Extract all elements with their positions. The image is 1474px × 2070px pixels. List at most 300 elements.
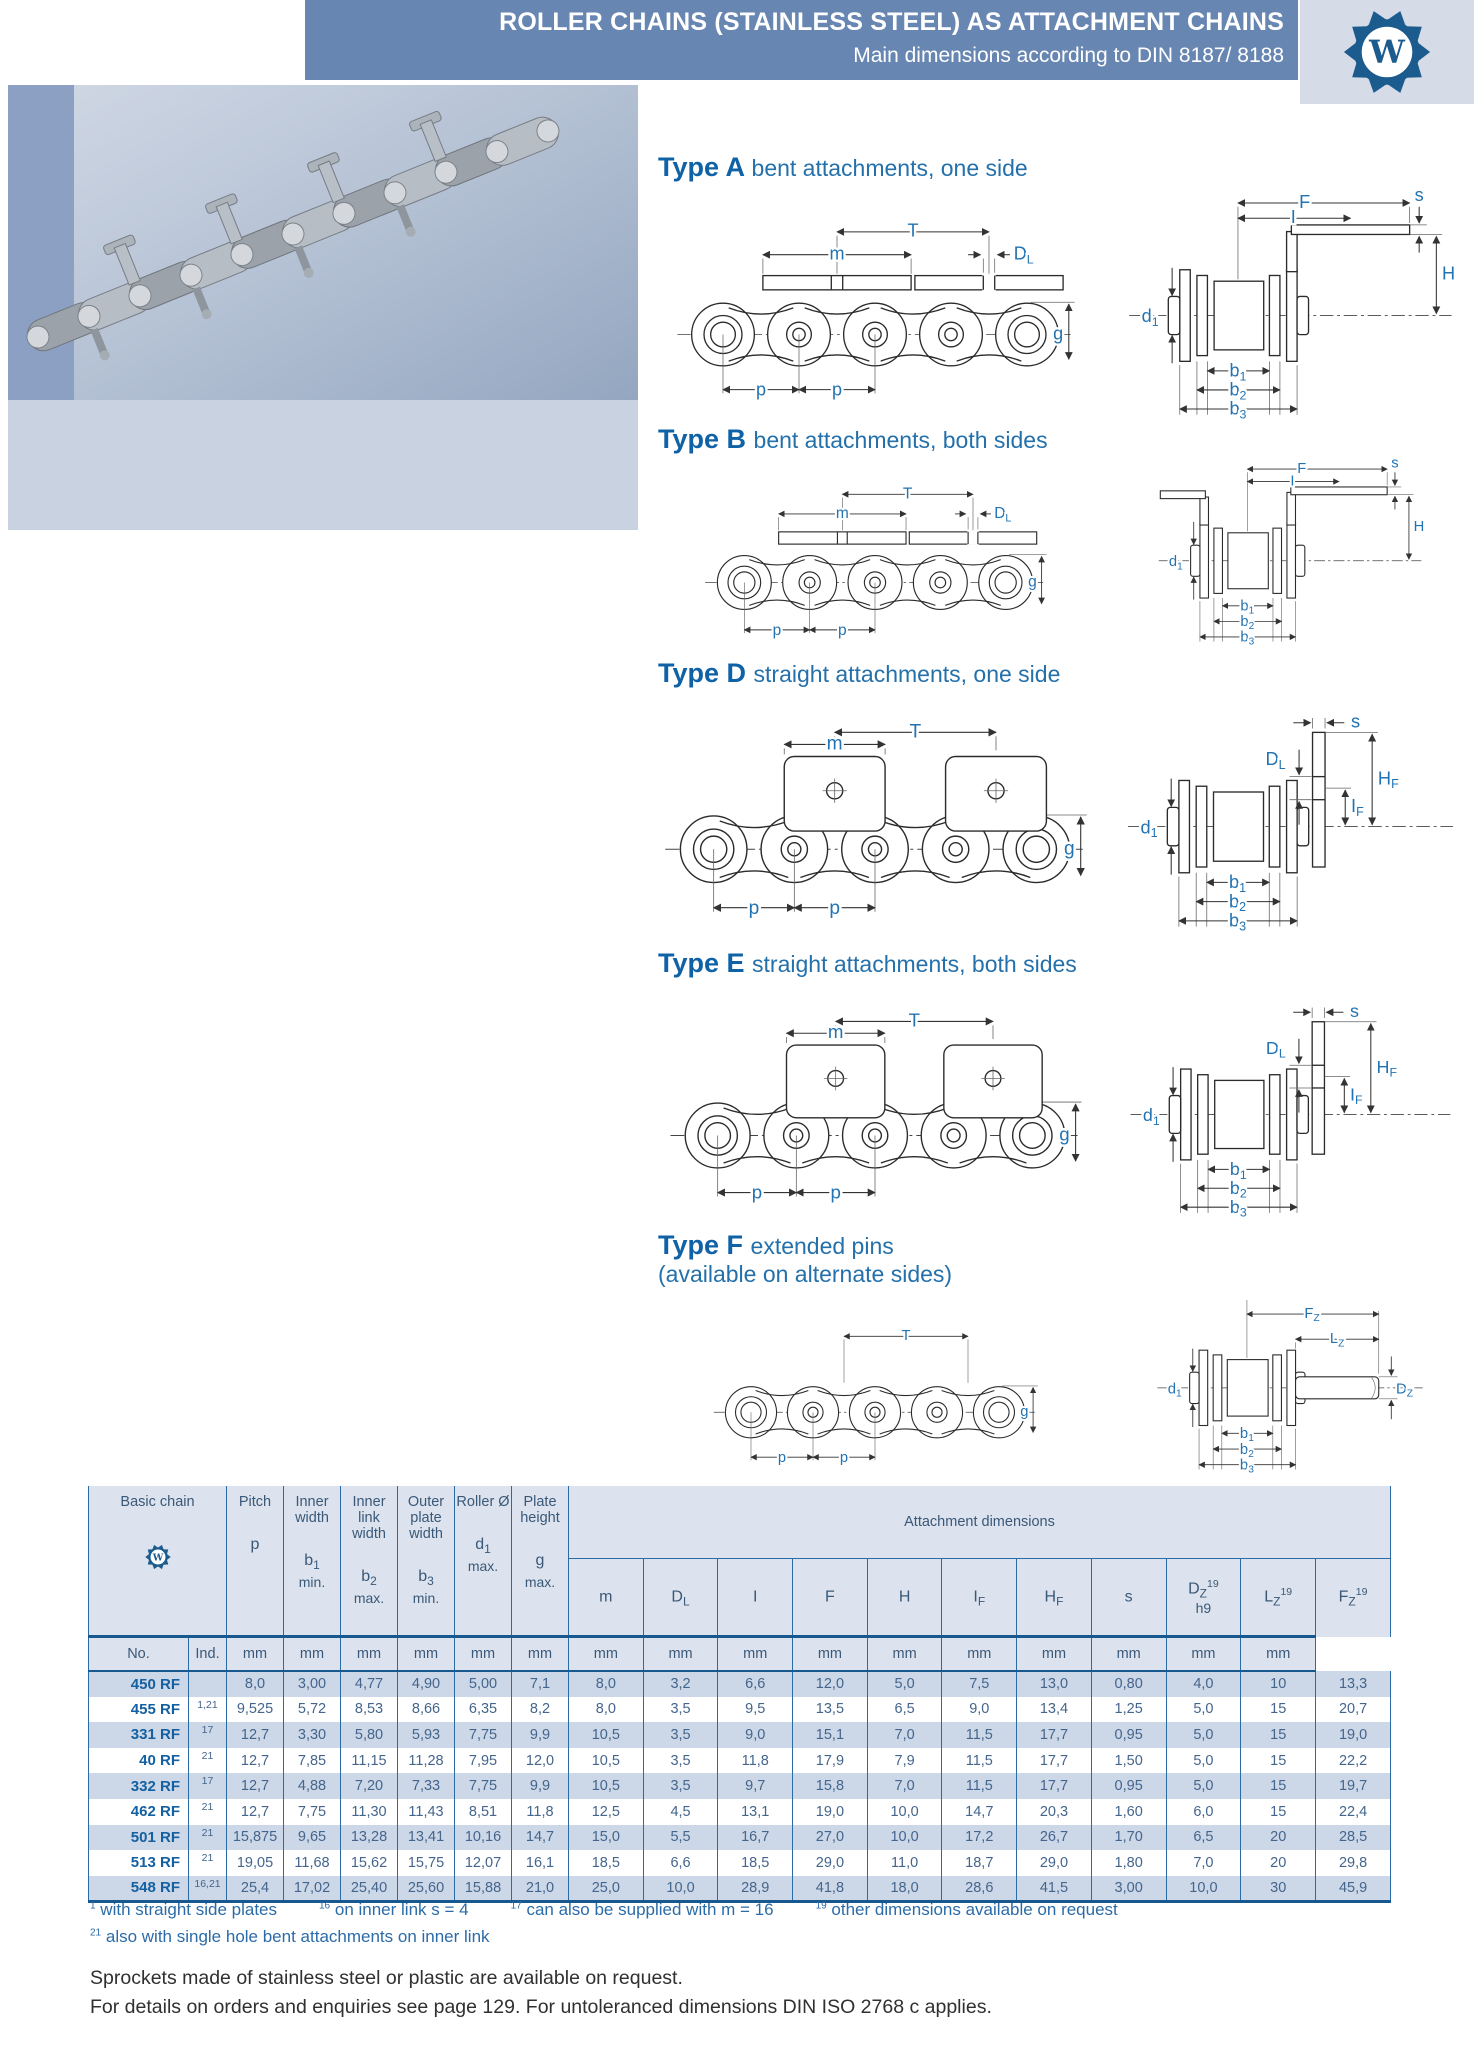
- svg-text:p: p: [751, 1181, 763, 1203]
- dim-label-T: T: [907, 220, 919, 241]
- value-cell: 29,8: [1316, 1850, 1391, 1876]
- value-cell: 5,0: [1166, 1697, 1241, 1723]
- col-LZ: $L_Z^{19}$: [1241, 1559, 1316, 1637]
- svg-text:d1: $d_1$: [1140, 816, 1158, 841]
- value-cell: 9,7: [718, 1773, 793, 1799]
- unit-mm: mm: [227, 1637, 284, 1672]
- brand-logo-box: [1300, 0, 1474, 104]
- svg-text:p: p: [772, 621, 782, 639]
- value-cell: 17,7: [1017, 1748, 1092, 1774]
- unit-mm: mm: [1017, 1637, 1092, 1672]
- dim-label-H: H: [1442, 263, 1456, 284]
- value-cell: 18,5: [718, 1850, 793, 1876]
- value-cell: 12,0: [512, 1748, 569, 1774]
- svg-text:T: T: [901, 1328, 911, 1345]
- unit-mm: mm: [455, 1637, 512, 1672]
- type-e-plan-diagram: [650, 988, 1100, 1224]
- value-cell: 7,95: [455, 1748, 512, 1774]
- sprocket-icon: [145, 1544, 171, 1570]
- value-cell: 17,9: [793, 1748, 868, 1774]
- unit-mm: mm: [1241, 1637, 1316, 1672]
- value-cell: 6,6: [643, 1850, 718, 1876]
- value-cell: 11,8: [512, 1799, 569, 1825]
- svg-text:DL: $D_L$: [1265, 1037, 1286, 1061]
- dim-label-I: I: [1290, 207, 1296, 228]
- value-cell: 26,7: [1017, 1825, 1092, 1851]
- table-row: [89, 1773, 1391, 1799]
- unit-mm: mm: [1091, 1637, 1166, 1672]
- col-HF: $H_F$: [1017, 1559, 1092, 1637]
- svg-text:b1: $b_1$: [1228, 871, 1247, 895]
- chain-number: 332 RF: [89, 1773, 189, 1799]
- svg-text:b2: $b_2$: [1239, 1441, 1254, 1460]
- value-cell: 15,75: [398, 1850, 455, 1876]
- value-cell: 7,5: [942, 1671, 1017, 1697]
- svg-text:g: g: [1020, 1404, 1029, 1421]
- svg-text:p: p: [839, 1449, 849, 1466]
- value-cell: 11,0: [867, 1850, 942, 1876]
- value-cell: 28,6: [942, 1876, 1017, 1902]
- value-cell: 11,8: [718, 1748, 793, 1774]
- value-cell: 15,88: [455, 1876, 512, 1902]
- table-row: [89, 1799, 1391, 1825]
- value-cell: 15: [1241, 1697, 1316, 1723]
- dim-label-p: p: [831, 379, 843, 400]
- value-cell: 10,16: [455, 1825, 512, 1851]
- footnote: $^{17}$ can also be supplied with m = 16: [510, 1900, 774, 1919]
- value-cell: 16,1: [512, 1850, 569, 1876]
- svg-text:b3: $b_3$: [1228, 909, 1247, 934]
- value-cell: 15: [1241, 1748, 1316, 1774]
- type-f-heading: Type F extended pins: [658, 1230, 894, 1260]
- value-cell: 6,6: [718, 1671, 793, 1697]
- value-cell: 13,3: [1316, 1671, 1391, 1697]
- value-cell: 8,51: [455, 1799, 512, 1825]
- value-cell: 7,20: [341, 1773, 398, 1799]
- unit-mm: mm: [341, 1637, 398, 1672]
- chain-number: 501 RF: [89, 1825, 189, 1851]
- svg-text:s: s: [1351, 710, 1361, 732]
- svg-text:DL: $D_L$: [994, 504, 1012, 525]
- value-cell: 7,33: [398, 1773, 455, 1799]
- svg-text:IF: $I_F$: [1350, 1084, 1363, 1108]
- svg-text:d1: $d_1$: [1167, 1381, 1182, 1400]
- value-cell: 13,1: [718, 1799, 793, 1825]
- type-d-section: [648, 658, 1474, 948]
- type-f-side-diagram: [1116, 1278, 1461, 1482]
- col-roller-diameter: Roller Ø $d_1$ max.: [455, 1486, 512, 1637]
- col-F: F: [793, 1559, 868, 1637]
- value-cell: 12,07: [455, 1850, 512, 1876]
- svg-text:d1: $d_1$: [1168, 554, 1183, 573]
- type-d-heading: Type D straight attachments, one side: [658, 658, 1061, 688]
- dim-label-s: s: [1414, 185, 1424, 206]
- value-cell: 0,80: [1091, 1671, 1166, 1697]
- svg-text:FZ: $F_Z$: [1304, 1306, 1320, 1325]
- type-b-heading: Type B bent attachments, both sides: [658, 424, 1048, 454]
- value-cell: 15: [1241, 1799, 1316, 1825]
- footnote: $^1$ with straight side plates: [90, 1900, 277, 1919]
- type-a-heading: Type A bent attachments, one side: [658, 152, 1028, 182]
- value-cell: 20,7: [1316, 1697, 1391, 1723]
- value-cell: 10: [1241, 1671, 1316, 1697]
- value-cell: 19,05: [227, 1850, 284, 1876]
- note-line: Sprockets made of stainless steel or plastic are available on request.: [90, 1967, 683, 1989]
- svg-text:g: g: [1028, 573, 1037, 591]
- value-cell: 45,9: [1316, 1876, 1391, 1902]
- value-cell: 11,28: [398, 1748, 455, 1774]
- svg-text:b1: $b_1$: [1240, 598, 1255, 617]
- value-cell: 11,5: [942, 1722, 1017, 1748]
- attachment-dimensions-group: Attachment dimensions: [569, 1486, 1391, 1559]
- table-row: [89, 1671, 1391, 1697]
- value-cell: 5,80: [341, 1722, 398, 1748]
- value-cell: 15,62: [341, 1850, 398, 1876]
- value-cell: 25,40: [341, 1876, 398, 1902]
- value-cell: 41,8: [793, 1876, 868, 1902]
- value-cell: 8,2: [512, 1697, 569, 1723]
- value-cell: 7,0: [867, 1722, 942, 1748]
- value-cell: 14,7: [512, 1825, 569, 1851]
- svg-text:H: H: [1413, 519, 1425, 536]
- svg-text:DL: $D_L$: [1265, 748, 1286, 772]
- chain-index-note: 16,21: [189, 1876, 227, 1902]
- value-cell: 12,5: [569, 1799, 644, 1825]
- value-cell: 17,02: [284, 1876, 341, 1902]
- value-cell: 10,0: [1166, 1876, 1241, 1902]
- value-cell: 3,5: [643, 1697, 718, 1723]
- value-cell: 7,75: [284, 1799, 341, 1825]
- value-cell: 7,85: [284, 1748, 341, 1774]
- chain-index-note: [189, 1671, 227, 1697]
- chain-number: 331 RF: [89, 1722, 189, 1748]
- value-cell: 5,93: [398, 1722, 455, 1748]
- svg-text:m: m: [826, 733, 843, 755]
- col-H: H: [867, 1559, 942, 1637]
- value-cell: 8,53: [341, 1697, 398, 1723]
- col-outer-plate-width: Outer plate width $b_3$ min.: [398, 1486, 455, 1637]
- value-cell: 9,0: [942, 1697, 1017, 1723]
- value-cell: 1,70: [1091, 1825, 1166, 1851]
- value-cell: 25,60: [398, 1876, 455, 1902]
- value-cell: 7,1: [512, 1671, 569, 1697]
- chain-number: 450 RF: [89, 1671, 189, 1697]
- footnote: $^{16}$ on inner link s = 4: [319, 1900, 469, 1919]
- value-cell: 3,5: [643, 1748, 718, 1774]
- value-cell: 28,9: [718, 1876, 793, 1902]
- svg-text:m: m: [835, 504, 849, 522]
- value-cell: 15: [1241, 1722, 1316, 1748]
- chain-index-note: 1,21: [189, 1697, 227, 1723]
- value-cell: 6,0: [1166, 1799, 1241, 1825]
- value-cell: 13,0: [1017, 1671, 1092, 1697]
- value-cell: 15,8: [793, 1773, 868, 1799]
- dim-label-p: p: [755, 379, 767, 400]
- svg-text:T: T: [902, 485, 913, 503]
- value-cell: 8,0: [227, 1671, 284, 1697]
- svg-text:s: s: [1350, 1001, 1359, 1022]
- value-cell: 4,90: [398, 1671, 455, 1697]
- col-DZ: $D_Z^{19}$ h9: [1166, 1559, 1241, 1637]
- type-e-section: [648, 948, 1474, 1230]
- svg-text:b2: $b_2$: [1228, 890, 1247, 915]
- dim-label-F: F: [1299, 191, 1311, 212]
- svg-text:b2: $b_2$: [1229, 1177, 1247, 1201]
- unit-ind: Ind.: [189, 1637, 227, 1672]
- value-cell: 29,0: [793, 1850, 868, 1876]
- value-cell: 6,5: [867, 1697, 942, 1723]
- value-cell: 13,41: [398, 1825, 455, 1851]
- svg-text:p: p: [748, 897, 760, 919]
- value-cell: 9,0: [718, 1722, 793, 1748]
- col-m: m: [569, 1559, 644, 1637]
- dim-label-b2: $b_2$: [1229, 379, 1247, 403]
- col-DL: $D_L$: [643, 1559, 718, 1637]
- value-cell: 17,7: [1017, 1773, 1092, 1799]
- svg-text:I: I: [1290, 473, 1295, 490]
- chain-number: 513 RF: [89, 1850, 189, 1876]
- value-cell: 12,7: [227, 1799, 284, 1825]
- value-cell: 16,7: [718, 1825, 793, 1851]
- unit-mm: mm: [867, 1637, 942, 1672]
- svg-text:b3: $b_3$: [1240, 629, 1255, 648]
- unit-mm: mm: [643, 1637, 718, 1672]
- value-cell: 3,00: [1091, 1876, 1166, 1902]
- value-cell: 3,00: [284, 1671, 341, 1697]
- value-cell: 9,9: [512, 1722, 569, 1748]
- value-cell: 3,5: [643, 1773, 718, 1799]
- closing-notes: [90, 1964, 1430, 2022]
- value-cell: 5,00: [455, 1671, 512, 1697]
- chain-number: 548 RF: [89, 1876, 189, 1902]
- value-cell: 7,0: [1166, 1850, 1241, 1876]
- value-cell: 11,15: [341, 1748, 398, 1774]
- value-cell: 18,0: [867, 1876, 942, 1902]
- value-cell: 11,43: [398, 1799, 455, 1825]
- type-b-plan-diagram: [660, 460, 1090, 656]
- value-cell: 8,0: [569, 1671, 644, 1697]
- type-b-side-diagram: [1116, 452, 1461, 654]
- value-cell: 10,5: [569, 1773, 644, 1799]
- svg-text:b1: $b_1$: [1239, 1426, 1254, 1445]
- value-cell: 8,0: [569, 1697, 644, 1723]
- svg-text:p: p: [829, 897, 840, 919]
- svg-text:p: p: [777, 1449, 787, 1466]
- chain-number: 462 RF: [89, 1799, 189, 1825]
- table-row: [89, 1748, 1391, 1774]
- dim-label-DL: $D_L$: [1013, 243, 1034, 267]
- value-cell: 5,0: [1166, 1722, 1241, 1748]
- svg-text:m: m: [827, 1021, 844, 1043]
- dimensions-table-wrap: [88, 1486, 1390, 1903]
- value-cell: 9,9: [512, 1773, 569, 1799]
- value-cell: 6,5: [1166, 1825, 1241, 1851]
- value-cell: 3,30: [284, 1722, 341, 1748]
- value-cell: 11,68: [284, 1850, 341, 1876]
- value-cell: 0,95: [1091, 1773, 1166, 1799]
- chain-number: 455 RF: [89, 1697, 189, 1723]
- value-cell: 9,525: [227, 1697, 284, 1723]
- value-cell: 13,4: [1017, 1697, 1092, 1723]
- value-cell: 19,0: [793, 1799, 868, 1825]
- value-cell: 19,0: [1316, 1722, 1391, 1748]
- value-cell: 21,0: [512, 1876, 569, 1902]
- unit-no: No.: [89, 1637, 189, 1672]
- svg-text:b3: $b_3$: [1239, 1457, 1254, 1476]
- col-plate-height: Plate height g max.: [512, 1486, 569, 1637]
- dim-label-b3: $b_3$: [1229, 398, 1247, 422]
- svg-text:g: g: [1059, 1123, 1070, 1145]
- value-cell: 5,0: [1166, 1748, 1241, 1774]
- col-IF: $I_F$: [942, 1559, 1017, 1637]
- unit-mm: mm: [512, 1637, 569, 1672]
- chain-index-note: 21: [189, 1748, 227, 1774]
- type-d-side-diagram: [1116, 692, 1461, 942]
- value-cell: 7,75: [455, 1722, 512, 1748]
- value-cell: 14,7: [942, 1799, 1017, 1825]
- page-subtitle: Main dimensions according to DIN 8187/ 8188: [853, 44, 1284, 67]
- svg-text:HF: $H_F$: [1377, 767, 1399, 792]
- value-cell: 27,0: [793, 1825, 868, 1851]
- type-e-side-diagram: [1116, 982, 1461, 1228]
- dim-label-b1: $b_1$: [1229, 360, 1247, 384]
- svg-text:HF: $H_F$: [1376, 1056, 1397, 1080]
- value-cell: 10,0: [643, 1876, 718, 1902]
- unit-mm: mm: [398, 1637, 455, 1672]
- footnote: $^{19}$ other dimensions available on request: [815, 1900, 1118, 1919]
- svg-text:DZ: $D_Z$: [1395, 1381, 1413, 1400]
- value-cell: 11,30: [341, 1799, 398, 1825]
- value-cell: 13,28: [341, 1825, 398, 1851]
- value-cell: 10,5: [569, 1722, 644, 1748]
- svg-text:T: T: [908, 1009, 921, 1031]
- chain-index-note: 17: [189, 1773, 227, 1799]
- value-cell: 0,95: [1091, 1722, 1166, 1748]
- svg-text:s: s: [1391, 455, 1399, 472]
- value-cell: 18,5: [569, 1850, 644, 1876]
- col-basic-chain: Basic chain: [89, 1486, 227, 1637]
- table-row: [89, 1876, 1391, 1902]
- footnotes: [90, 1900, 1390, 1954]
- value-cell: 20,3: [1017, 1799, 1092, 1825]
- table-row: [89, 1722, 1391, 1748]
- value-cell: 12,7: [227, 1773, 284, 1799]
- value-cell: 3,5: [643, 1722, 718, 1748]
- value-cell: 18,7: [942, 1850, 1017, 1876]
- value-cell: 6,35: [455, 1697, 512, 1723]
- value-cell: 20: [1241, 1850, 1316, 1876]
- chain-index-note: 21: [189, 1850, 227, 1876]
- value-cell: 7,75: [455, 1773, 512, 1799]
- photo-lower-panel: [8, 400, 638, 530]
- svg-text:F: F: [1297, 460, 1307, 477]
- unit-mm: mm: [718, 1637, 793, 1672]
- value-cell: 3,2: [643, 1671, 718, 1697]
- value-cell: 1,25: [1091, 1697, 1166, 1723]
- value-cell: 12,0: [793, 1671, 868, 1697]
- type-f-plan-diagram: [650, 1296, 1100, 1482]
- unit-mm: mm: [793, 1637, 868, 1672]
- value-cell: 11,5: [942, 1748, 1017, 1774]
- value-cell: 12,7: [227, 1748, 284, 1774]
- chain-index-note: 21: [189, 1799, 227, 1825]
- value-cell: 9,65: [284, 1825, 341, 1851]
- value-cell: 9,5: [718, 1697, 793, 1723]
- svg-text:g: g: [1063, 838, 1075, 860]
- value-cell: 4,88: [284, 1773, 341, 1799]
- value-cell: 5,72: [284, 1697, 341, 1723]
- value-cell: 20: [1241, 1825, 1316, 1851]
- col-FZ: $F_Z^{19}$: [1316, 1559, 1391, 1637]
- value-cell: 25,4: [227, 1876, 284, 1902]
- note-line: For details on orders and enquiries see page 129. For untoleranced dimensions DIN ISO 2768 c applies.: [90, 1996, 992, 2018]
- col-s: s: [1091, 1559, 1166, 1637]
- type-a-section: [648, 152, 1474, 424]
- type-f-subheading: (available on alternate sides): [658, 1261, 953, 1287]
- value-cell: 25,0: [569, 1876, 644, 1902]
- value-cell: 5,5: [643, 1825, 718, 1851]
- type-e-heading: Type E straight attachments, both sides: [658, 948, 1077, 978]
- value-cell: 4,77: [341, 1671, 398, 1697]
- value-cell: 15: [1241, 1773, 1316, 1799]
- type-f-section: [648, 1230, 1474, 1486]
- value-cell: 1,80: [1091, 1850, 1166, 1876]
- value-cell: 15,1: [793, 1722, 868, 1748]
- type-a-side-diagram: [1116, 182, 1461, 430]
- stainless-chain-image: [8, 85, 638, 400]
- col-inner-link-width: Inner link width $b_2$ max.: [341, 1486, 398, 1637]
- chain-photo: [8, 85, 638, 530]
- value-cell: 30: [1241, 1876, 1316, 1902]
- value-cell: 11,5: [942, 1773, 1017, 1799]
- value-cell: 10,0: [867, 1825, 942, 1851]
- value-cell: 15,0: [569, 1825, 644, 1851]
- value-cell: 8,66: [398, 1697, 455, 1723]
- value-cell: 17,2: [942, 1825, 1017, 1851]
- page-title: ROLLER CHAINS (STAINLESS STEEL) AS ATTACHMENT CHAINS: [499, 8, 1284, 36]
- svg-text:LZ: $L_Z$: [1329, 1331, 1345, 1350]
- unit-mm: mm: [1166, 1637, 1241, 1672]
- svg-text:b2: $b_2$: [1240, 614, 1255, 633]
- svg-text:b3: $b_3$: [1229, 1196, 1247, 1220]
- svg-text:b1: $b_1$: [1229, 1159, 1247, 1182]
- value-cell: 1,60: [1091, 1799, 1166, 1825]
- svg-text:IF: $I_F$: [1351, 795, 1364, 820]
- dim-label-m: m: [829, 243, 845, 264]
- value-cell: 13,5: [793, 1697, 868, 1723]
- gear-logo-icon: [1343, 8, 1431, 96]
- value-cell: 1,50: [1091, 1748, 1166, 1774]
- value-cell: 5,0: [867, 1671, 942, 1697]
- header-band: [305, 0, 1298, 80]
- value-cell: 19,7: [1316, 1773, 1391, 1799]
- value-cell: 10,5: [569, 1748, 644, 1774]
- value-cell: 17,7: [1017, 1722, 1092, 1748]
- svg-text:p: p: [830, 1181, 841, 1203]
- unit-mm: mm: [284, 1637, 341, 1672]
- unit-mm: mm: [569, 1637, 644, 1672]
- dim-label-d1: $d_1$: [1141, 306, 1159, 330]
- value-cell: 12,7: [227, 1722, 284, 1748]
- dimensions-table: [88, 1486, 1391, 1903]
- value-cell: 22,2: [1316, 1748, 1391, 1774]
- footnote: $^{21}$ also with single hole bent attachments on inner link: [90, 1927, 490, 1946]
- chain-index-note: 17: [189, 1722, 227, 1748]
- col-pitch: Pitch p: [227, 1486, 284, 1637]
- svg-text:T: T: [909, 721, 922, 743]
- unit-mm: mm: [942, 1637, 1017, 1672]
- value-cell: 7,9: [867, 1748, 942, 1774]
